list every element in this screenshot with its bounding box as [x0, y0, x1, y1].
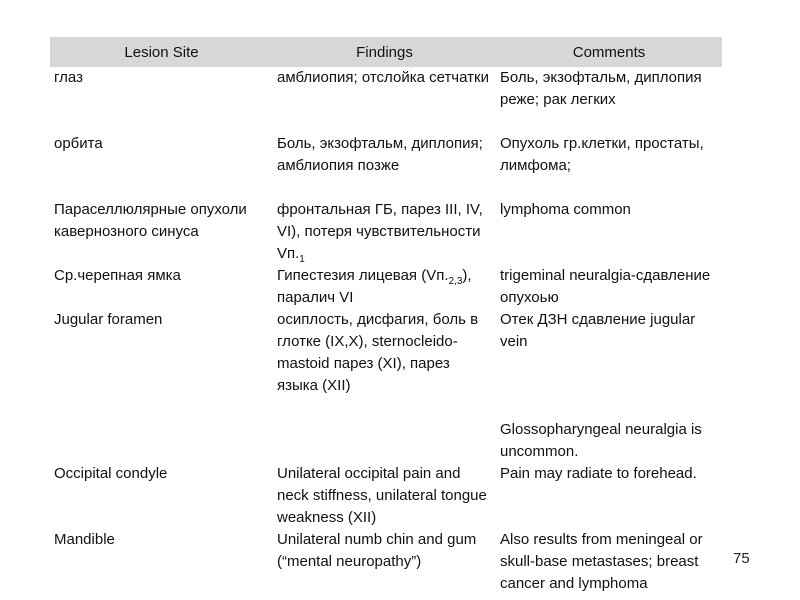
table-row — [50, 419, 722, 463]
cell-lesion-site: Occipital condyle — [54, 465, 168, 482]
subscript: 2,3 — [448, 276, 463, 287]
findings-text: Гипестезия лицевая (Vп. — [277, 267, 449, 284]
cell-comments: trigeminal neuralgia-сдавление опухоью — [500, 267, 711, 306]
cell-comments: Отек ДЗН сдавление jugular vein — [500, 311, 696, 350]
header-findings: Findings — [273, 37, 496, 67]
table-row — [50, 133, 722, 199]
cell-lesion-site: Mandible — [54, 531, 115, 548]
table-row — [50, 309, 722, 419]
cell-comments: Боль, экзофтальм, диплопия реже; рак легких — [500, 69, 702, 108]
cell-findings: Unilateral occipital pain and neck stiffness, unilateral tongue weakness (XII) — [277, 465, 487, 526]
cell-findings — [273, 265, 496, 309]
cell-findings — [273, 199, 496, 265]
header-lesion-site: Lesion Site — [50, 37, 273, 67]
table-row — [50, 463, 722, 529]
cell-findings — [273, 419, 496, 463]
subscript: 1 — [299, 254, 305, 265]
cell-lesion-site: орбита — [54, 135, 103, 152]
cell-lesion-site: глаз — [54, 69, 83, 86]
table-row — [50, 529, 722, 600]
page-number: 75 — [733, 550, 750, 567]
cell-comments: Pain may radiate to forehead. — [500, 465, 697, 482]
cell-lesion-site — [50, 419, 273, 463]
cell-lesion-site: Jugular foramen — [54, 311, 163, 328]
cell-comments: Опухоль гр.клетки, простаты, лимфома; — [500, 135, 704, 174]
table-row — [50, 199, 722, 265]
cell-findings: Unilateral numb chin and gum (“mental neuropathy”) — [277, 531, 477, 570]
findings-text: фронтальная ГБ, парез III, IV, VI), потеря чувствительности Vп. — [277, 201, 483, 262]
cell-comments: lymphoma common — [500, 201, 631, 218]
findings-text-continued: ), паралич VI — [277, 267, 472, 306]
cell-comments: Also results from meningeal or skull-base metastases; breast cancer and lymphoma — [500, 531, 703, 592]
table-row — [50, 67, 722, 133]
table-row — [50, 265, 722, 309]
cell-findings: осиплость, дисфагия, боль в глотке (IX,X), sternocleido- mastoid парез (XI), парез языка (XII) — [277, 311, 479, 394]
header-comments: Comments — [496, 37, 722, 67]
cell-comments: Glossopharyngeal neuralgia is uncommon. — [500, 421, 702, 460]
cell-lesion-site: Ср.черепная ямка — [54, 267, 181, 284]
cell-findings: амблиопия; отслойка сетчатки — [277, 69, 489, 86]
cell-findings: Боль, экзофтальм, диплопия; амблиопия позже — [277, 135, 483, 174]
cell-lesion-site: Параселлюлярные опухоли кавернозного синуса — [54, 201, 247, 240]
table-header-row — [50, 37, 722, 67]
lesion-table — [50, 37, 722, 600]
